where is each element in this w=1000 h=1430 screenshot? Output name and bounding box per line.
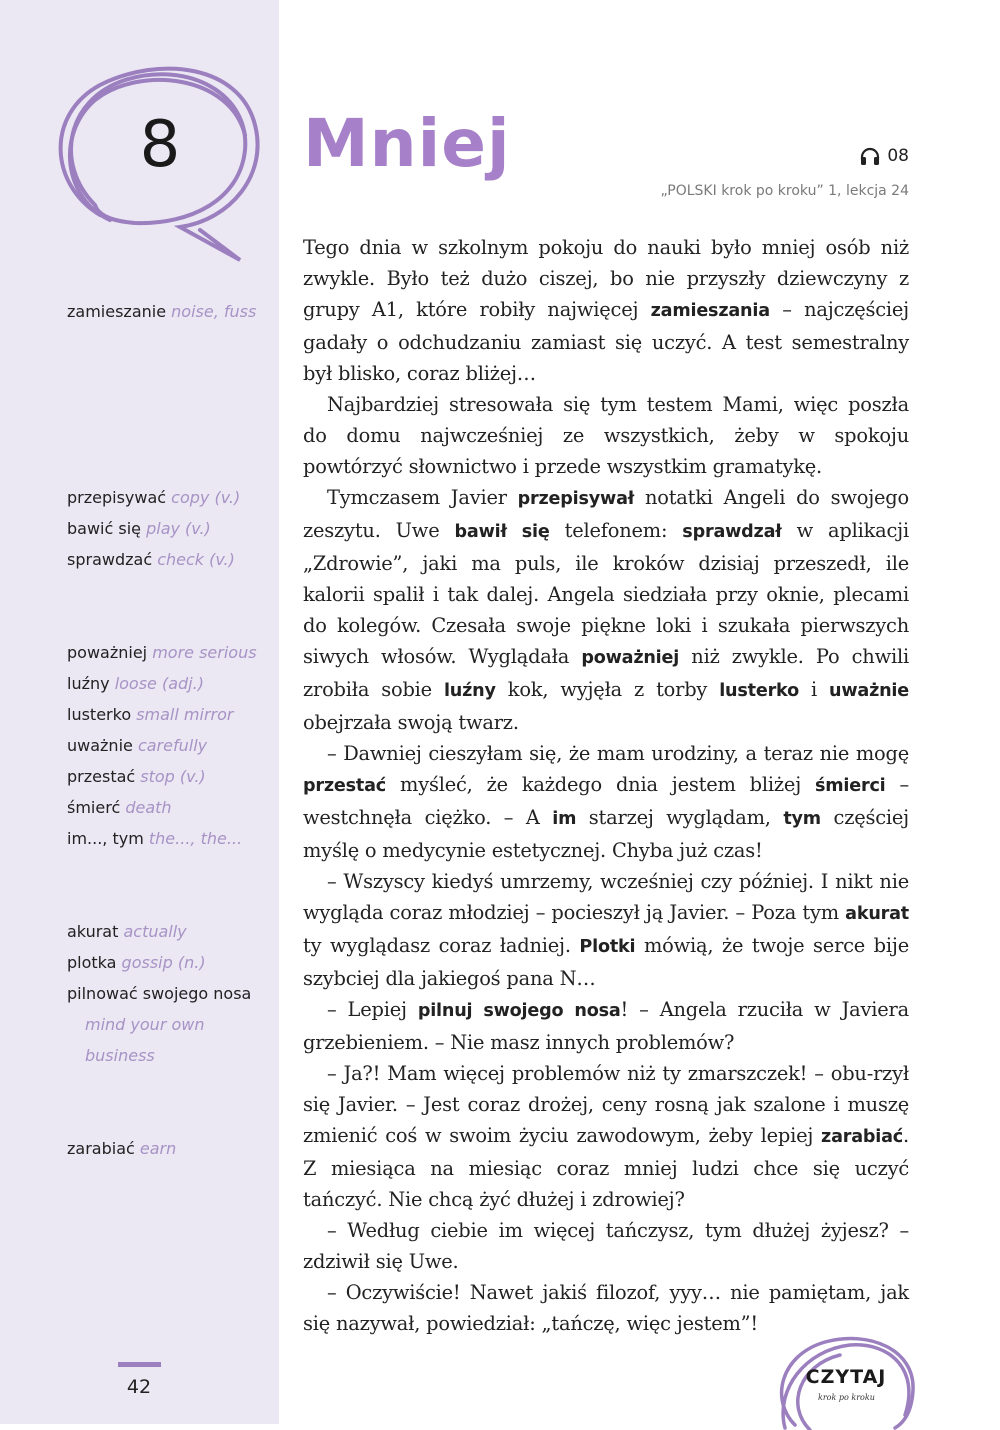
glossary-entry: im..., tym the..., the... — [67, 829, 243, 848]
logo-text: CZYTAJ — [805, 1366, 887, 1388]
paragraph: – Według ciebie im więcej tańczysz, tym dłużej żyjesz? – zdziwił się Uwe. — [303, 1219, 909, 1273]
paragraph: – Oczywiście! Nawet jakiś filozof, yyy… nie pamiętam, jak się nazywał, powiedział: „tańczę, więc jestem”! — [303, 1281, 909, 1335]
paragraph: – Lepiej pilnuj swojego nosa! – Angela rzuciła w Javiera grzebieniem. – Nie masz innych problemów? — [303, 998, 909, 1054]
glossary-entry: pilnować swojego nosa mind your own business — [67, 984, 252, 1065]
glossary-entry: poważniej more serious — [67, 643, 257, 662]
glossary-entry: śmierć death — [67, 798, 172, 817]
source-reference: „POLSKI krok po kroku” 1, lekcja 24 — [660, 183, 909, 199]
glossary-entry: plotka gossip (n.) — [67, 953, 206, 972]
page-number: 42 — [126, 1376, 152, 1398]
audio-track[interactable] — [859, 146, 909, 166]
glossary-entry: zamieszanie noise, fuss — [67, 302, 257, 321]
glossary-group — [67, 916, 251, 1071]
headphones-icon — [859, 146, 881, 166]
paragraph: – Dawniej cieszyłam się, że mam urodziny, a teraz nie mogę przestać myśleć, że każdego dnia jestem bliżej śmierci – westchnęła ciężko. – A im starzej wyglądam, tym częściej myślę o medycynie estetycznej. Chyba już czas! — [303, 742, 909, 862]
glossary-entry: przestać stop (v.) — [67, 767, 206, 786]
glossary-entry: lusterko small mirror — [67, 705, 234, 724]
chapter-number: 8 — [139, 108, 181, 182]
paragraph: Tymczasem Javier przepisywał notatki Angeli do swojego zeszytu. Uwe bawił się telefonem: sprawdzał w aplikacji „Zdrowie”, jaki ma puls, ile kroków dzisiaj przeszedł, ile kalorii spalił i tak dalej. Angela siedziała przy oknie, plecami do kolegów. Czesała swoje piękne loki i szukała pierwszych siwych włosów. Wyglądała poważniej niż zwykle. Po chwili zrobiła sobie luźny kok, wyjęła z torby lusterko i uważnie obejrzała swoją twarz. — [303, 486, 909, 734]
chapter-title: Mniej — [303, 105, 511, 182]
glossary-entry: akurat actually — [67, 922, 187, 941]
glossary-entry: bawić się play (v.) — [67, 519, 211, 538]
vocabulary-sidebar — [0, 0, 279, 1424]
glossary-entry: luźny loose (adj.) — [67, 674, 204, 693]
paragraph: – Ja?! Mam więcej problemów niż ty zmarszczek! – obu-rzył się Javier. – Jest coraz drożej, ceny rosną jak szalone i muszę zmienić coś w swoim życiu zawodowym, żeby lepiej zarabiać. Z miesiąca na miesiąc coraz mniej ludzi chce się uczyć tańczyć. Nie chcą żyć dłużej i zdrowiej? — [303, 1062, 909, 1211]
glossary-entry: przepisywać copy (v.) — [67, 488, 241, 507]
story-text — [303, 232, 909, 1339]
glossary-entry: uważnie carefully — [67, 736, 208, 755]
audio-track-number: 08 — [887, 146, 909, 166]
glossary-entry: zarabiać earn — [67, 1139, 177, 1158]
paragraph: Najbardziej stresowała się tym testem Mami, więc poszła do domu najwcześniej ze wszystkich, żeby w spokoju powtórzyć słownictwo i przede wszystkim gramatykę. — [303, 393, 909, 478]
glossary-group — [67, 637, 257, 854]
glossary-entry: sprawdzać check (v.) — [67, 550, 235, 569]
logo-subtext: krok po kroku — [818, 1393, 875, 1402]
page-number-bar — [118, 1362, 161, 1367]
paragraph: Tego dnia w szkolnym pokoju do nauki było mniej osób niż zwykle. Było też dużo ciszej, bo nie przyszły dziewczyny z grupy A1, które robiły najwięcej zamieszania – najczęściej gadały o odchudzaniu zamiast się uczyć. A test semestralny był blisko, coraz bliżej… — [303, 236, 909, 385]
glossary-group — [67, 482, 240, 575]
paragraph: – Wszyscy kiedyś umrzemy, wcześniej czy później. I nikt nie wygląda coraz młodziej – pocieszył ją Javier. – Poza tym akurat ty wyglądasz coraz ładniej. Plotki mówią, że twoje serce bije szybciej dla jakiegoś pana N… — [303, 870, 909, 990]
